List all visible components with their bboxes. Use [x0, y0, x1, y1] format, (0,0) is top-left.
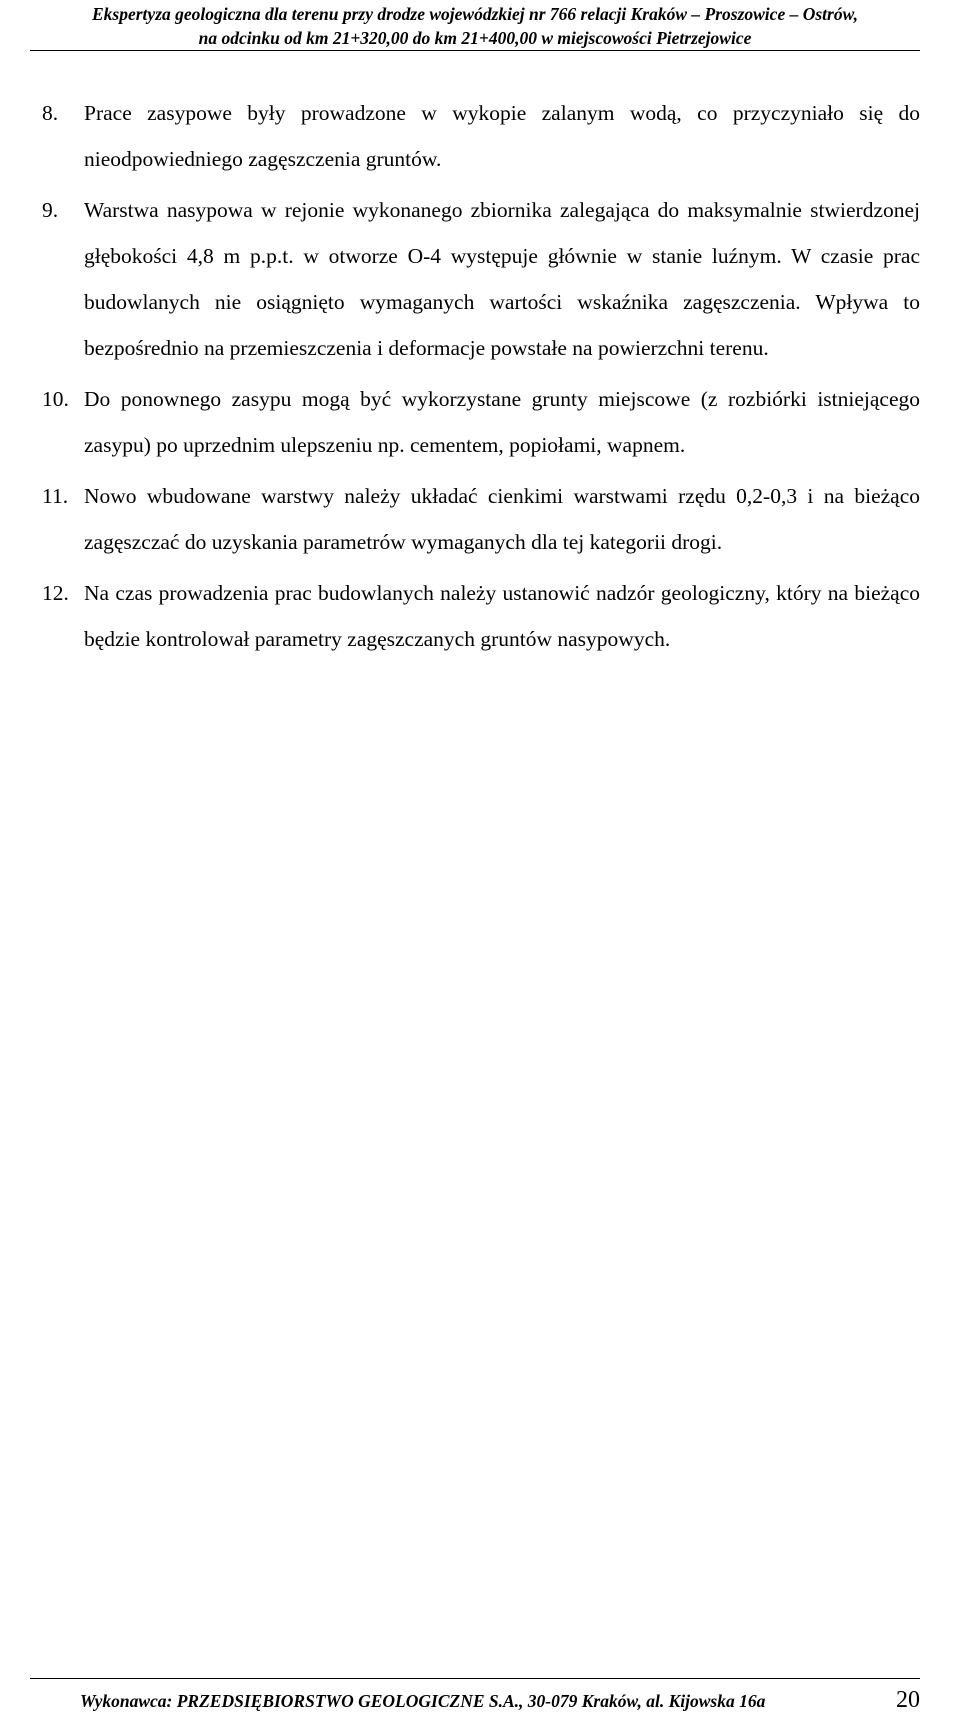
item-text: Warstwa nasypowa w rejonie wykonanego zbiornika zalegająca do maksymalnie stwierdzonej głębokości 4,8 m p.p.t. w otworze O-4 występuje głównie w stanie luźnym. W czasie prac budowlanych nie osiągnięto wymaganych wartości wskaźnika zagęszczenia. Wpływa to bezpośrednio na przemieszczenia i deformacje powstałe na powierzchni terenu. [84, 198, 920, 360]
item-number: 12. [42, 581, 69, 605]
item-number: 9. [42, 198, 59, 222]
header-line-2: na odcinku od km 21+320,00 do km 21+400,00 w miejscowości Pietrzejowice [198, 28, 752, 48]
item-text: Do ponownego zasypu mogą być wykorzystane grunty miejscowe (z rozbiórki istniejącego zasypu) po uprzednim ulepszeniu np. cementem, popiołami, wapnem. [84, 387, 920, 457]
item-text: Prace zasypowe były prowadzone w wykopie zalanym wodą, co przyczyniało się do nieodpowiedniego zagęszczenia gruntów. [84, 101, 920, 171]
list-item [42, 187, 920, 371]
header-line-1: Ekspertyza geologiczna dla terenu przy drodze wojewódzkiej nr 766 relacji Kraków – Proszowice – Ostrów, [92, 4, 858, 24]
page-number: 20 [896, 1687, 920, 1713]
list-item [42, 570, 920, 662]
item-number: 11. [42, 484, 69, 508]
list-item [42, 90, 920, 182]
item-text: Nowo wbudowane warstwy należy układać cienkimi warstwami rzędu 0,2-0,3 i na bieżąco zagęszczać do uzyskania parametrów wymaganych dla tej kategorii drogi. [84, 484, 920, 554]
list-item [42, 376, 920, 468]
footer-contractor: Wykonawca: PRZEDSIĘBIORSTWO GEOLOGICZNE S.A., 30-079 Kraków, al. Kijowska 16a [80, 1691, 766, 1711]
item-text: Na czas prowadzenia prac budowlanych należy ustanowić nadzór geologiczny, który na bieżąco będzie kontrolował parametry zagęszczanych gruntów nasypowych. [84, 581, 920, 651]
item-number: 8. [42, 101, 59, 125]
page-header [30, 0, 920, 51]
list-item [42, 473, 920, 565]
page-footer [30, 1678, 920, 1719]
item-number: 10. [42, 387, 69, 411]
document-body [42, 90, 920, 667]
